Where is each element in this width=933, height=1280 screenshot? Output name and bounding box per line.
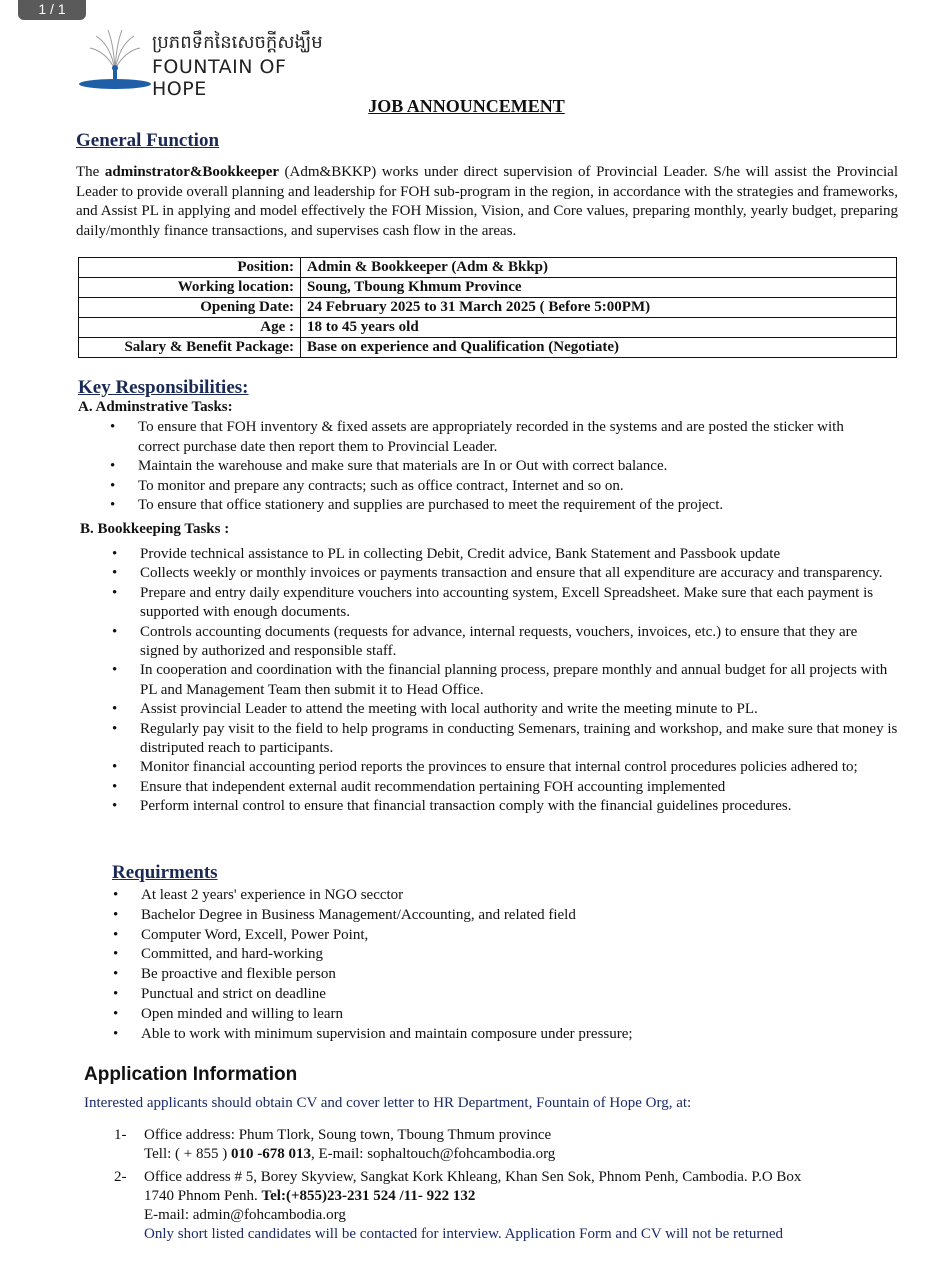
list-item: • Perform internal control to ensure that financial transaction comply with the financial guidelines procedures. (140, 797, 898, 816)
page-title: JOB ANNOUNCEMENT (368, 96, 565, 116)
table-row: Salary & Benefit Package: Base on experience and Qualification (Negotiate) (79, 338, 897, 358)
general-function-heading: General Function (76, 130, 220, 151)
list-item: • Provide technical assistance to PL in collecting Debit, Credit advice, Bank Statement and Passbook update (140, 545, 898, 564)
list-item: • Regularly pay visit to the field to help programs in conducting Semenars, training and workshop, and make sure that money is distriputed reach to participants. (140, 720, 898, 759)
logo-english-text: FOUNTAIN OF HOPE (152, 56, 287, 100)
bookkeeping-tasks-list (140, 545, 898, 817)
list-item: • Ensure that independent external audit recommendation pertaining FOH accounting implemented (140, 778, 898, 797)
administrative-tasks-title: A. Adminstrative Tasks: (78, 399, 233, 415)
shortlist-note: Only short listed candidates will be contacted for interview. Application Form and CV will not be returned (144, 1226, 784, 1242)
list-item: • Punctual and strict on deadline (141, 985, 881, 1005)
bookkeeping-tasks-title: B. Bookkeeping Tasks : (80, 521, 230, 537)
fountain-icon (78, 24, 152, 94)
list-item: • To ensure that office stationery and supplies are purchased to meet the requirement of the project. (138, 496, 878, 516)
application-intro: Interested applicants should obtain CV and cover letter to HR Department, Fountain of Hope Org, at: (84, 1095, 692, 1111)
logo-khmer-text: ប្រភពទឹកនៃសេចក្តីសង្ឃឹម (152, 32, 323, 53)
list-item: • Assist provincial Leader to attend the meeting with local authority and write the meeting minute to PL. (140, 700, 898, 719)
list-item: • Maintain the warehouse and make sure that materials are In or Out with correct balance. (138, 457, 878, 477)
table-row: Working location: Soung, Tboung Khmum Province (79, 278, 897, 298)
office-address-2: 2- Office address # 5, Borey Skyview, Sangkat Kork Khleang, Khan Sen Sok, Phnom Penh, Cambodia. P.O Box 1740 Phnom Penh. Tel:(+855)23-231 524 /11- 922 132 E-mail: admin@fohcambodia.org Only short listed candidates will be contacted for interview. Application Form and CV will not be returned (144, 1168, 899, 1244)
list-item: • Be proactive and flexible person (141, 965, 881, 985)
application-information-heading: Application Information (84, 1064, 298, 1085)
list-item: • To ensure that FOH inventory & fixed assets are appropriately recorded in the systems and are posted the sticker with correct purchase date then report them to Provincial Leader. (138, 418, 878, 457)
list-item: • Collects weekly or monthly invoices or payments transaction and ensure that all expenditure are accuracy and transparency. (140, 564, 898, 583)
list-item: • Able to work with minimum supervision and maintain composure under pressure; (141, 1025, 881, 1045)
administrative-tasks-list (138, 418, 878, 516)
list-item: • At least 2 years' experience in NGO secctor (141, 886, 881, 906)
job-info-table (78, 257, 897, 358)
list-item: • To monitor and prepare any contracts; such as office contract, Internet and so on. (138, 477, 878, 497)
list-item: • Controls accounting documents (requests for advance, internal requests, vouchers, invoices, etc.) to ensure that they are signed by authorized and responsible staff. (140, 623, 898, 662)
requirements-heading: Requirments (112, 862, 218, 883)
list-item: • Bachelor Degree in Business Management/Accounting, and related field (141, 906, 881, 926)
list-item: • Computer Word, Excell, Power Point, (141, 926, 881, 946)
list-item: • Open minded and willing to learn (141, 1005, 881, 1025)
list-item: • Monitor financial accounting period reports the provinces to ensure that internal control procedures policies adhered to; (140, 758, 898, 777)
table-row: Age : 18 to 45 years old (79, 318, 897, 338)
list-item: • Committed, and hard-working (141, 945, 881, 965)
key-responsibilities-heading: Key Responsibilities: (78, 377, 249, 398)
table-row: Position: Admin & Bookkeeper (Adm & Bkkp) (79, 258, 897, 278)
fountain-of-hope-logo (78, 24, 338, 100)
list-item: • Prepare and entry daily expenditure vouchers into accounting system, Excell Spreadsheet. Make sure that each payment is supported with enough documents. (140, 584, 898, 623)
office-address-1: 1- Office address: Phum Tlork, Soung town, Tboung Thmum province Tell: ( + 855 ) 010 -678 013, E-mail: sophaltouch@fohcambodia.org (114, 1127, 556, 1162)
page-indicator: 1 / 1 (18, 0, 86, 20)
list-item: • In cooperation and coordination with the financial planning process, prepare monthly and annual budget for all projects with PL and Management Team then submit it to Head Office. (140, 661, 898, 700)
table-row: Opening Date: 24 February 2025 to 31 March 2025 ( Before 5:00PM) (79, 298, 897, 318)
general-function-text: The adminstrator&Bookkeeper (Adm&BKKP) works under direct supervision of Provincial Leader. S/he will assist the Provincial Leader to provide overall planning and leadership for FOH sub-program in the region, in accordance with the strategies and frameworks, and Assist PL in applying and model effectively the FOH Mission, Vision, and Core values, preparing monthly, yearly budget, preparing daily/monthly finance transactions, and supervises cash flow in the areas. (76, 164, 898, 239)
requirements-list (141, 886, 881, 1044)
